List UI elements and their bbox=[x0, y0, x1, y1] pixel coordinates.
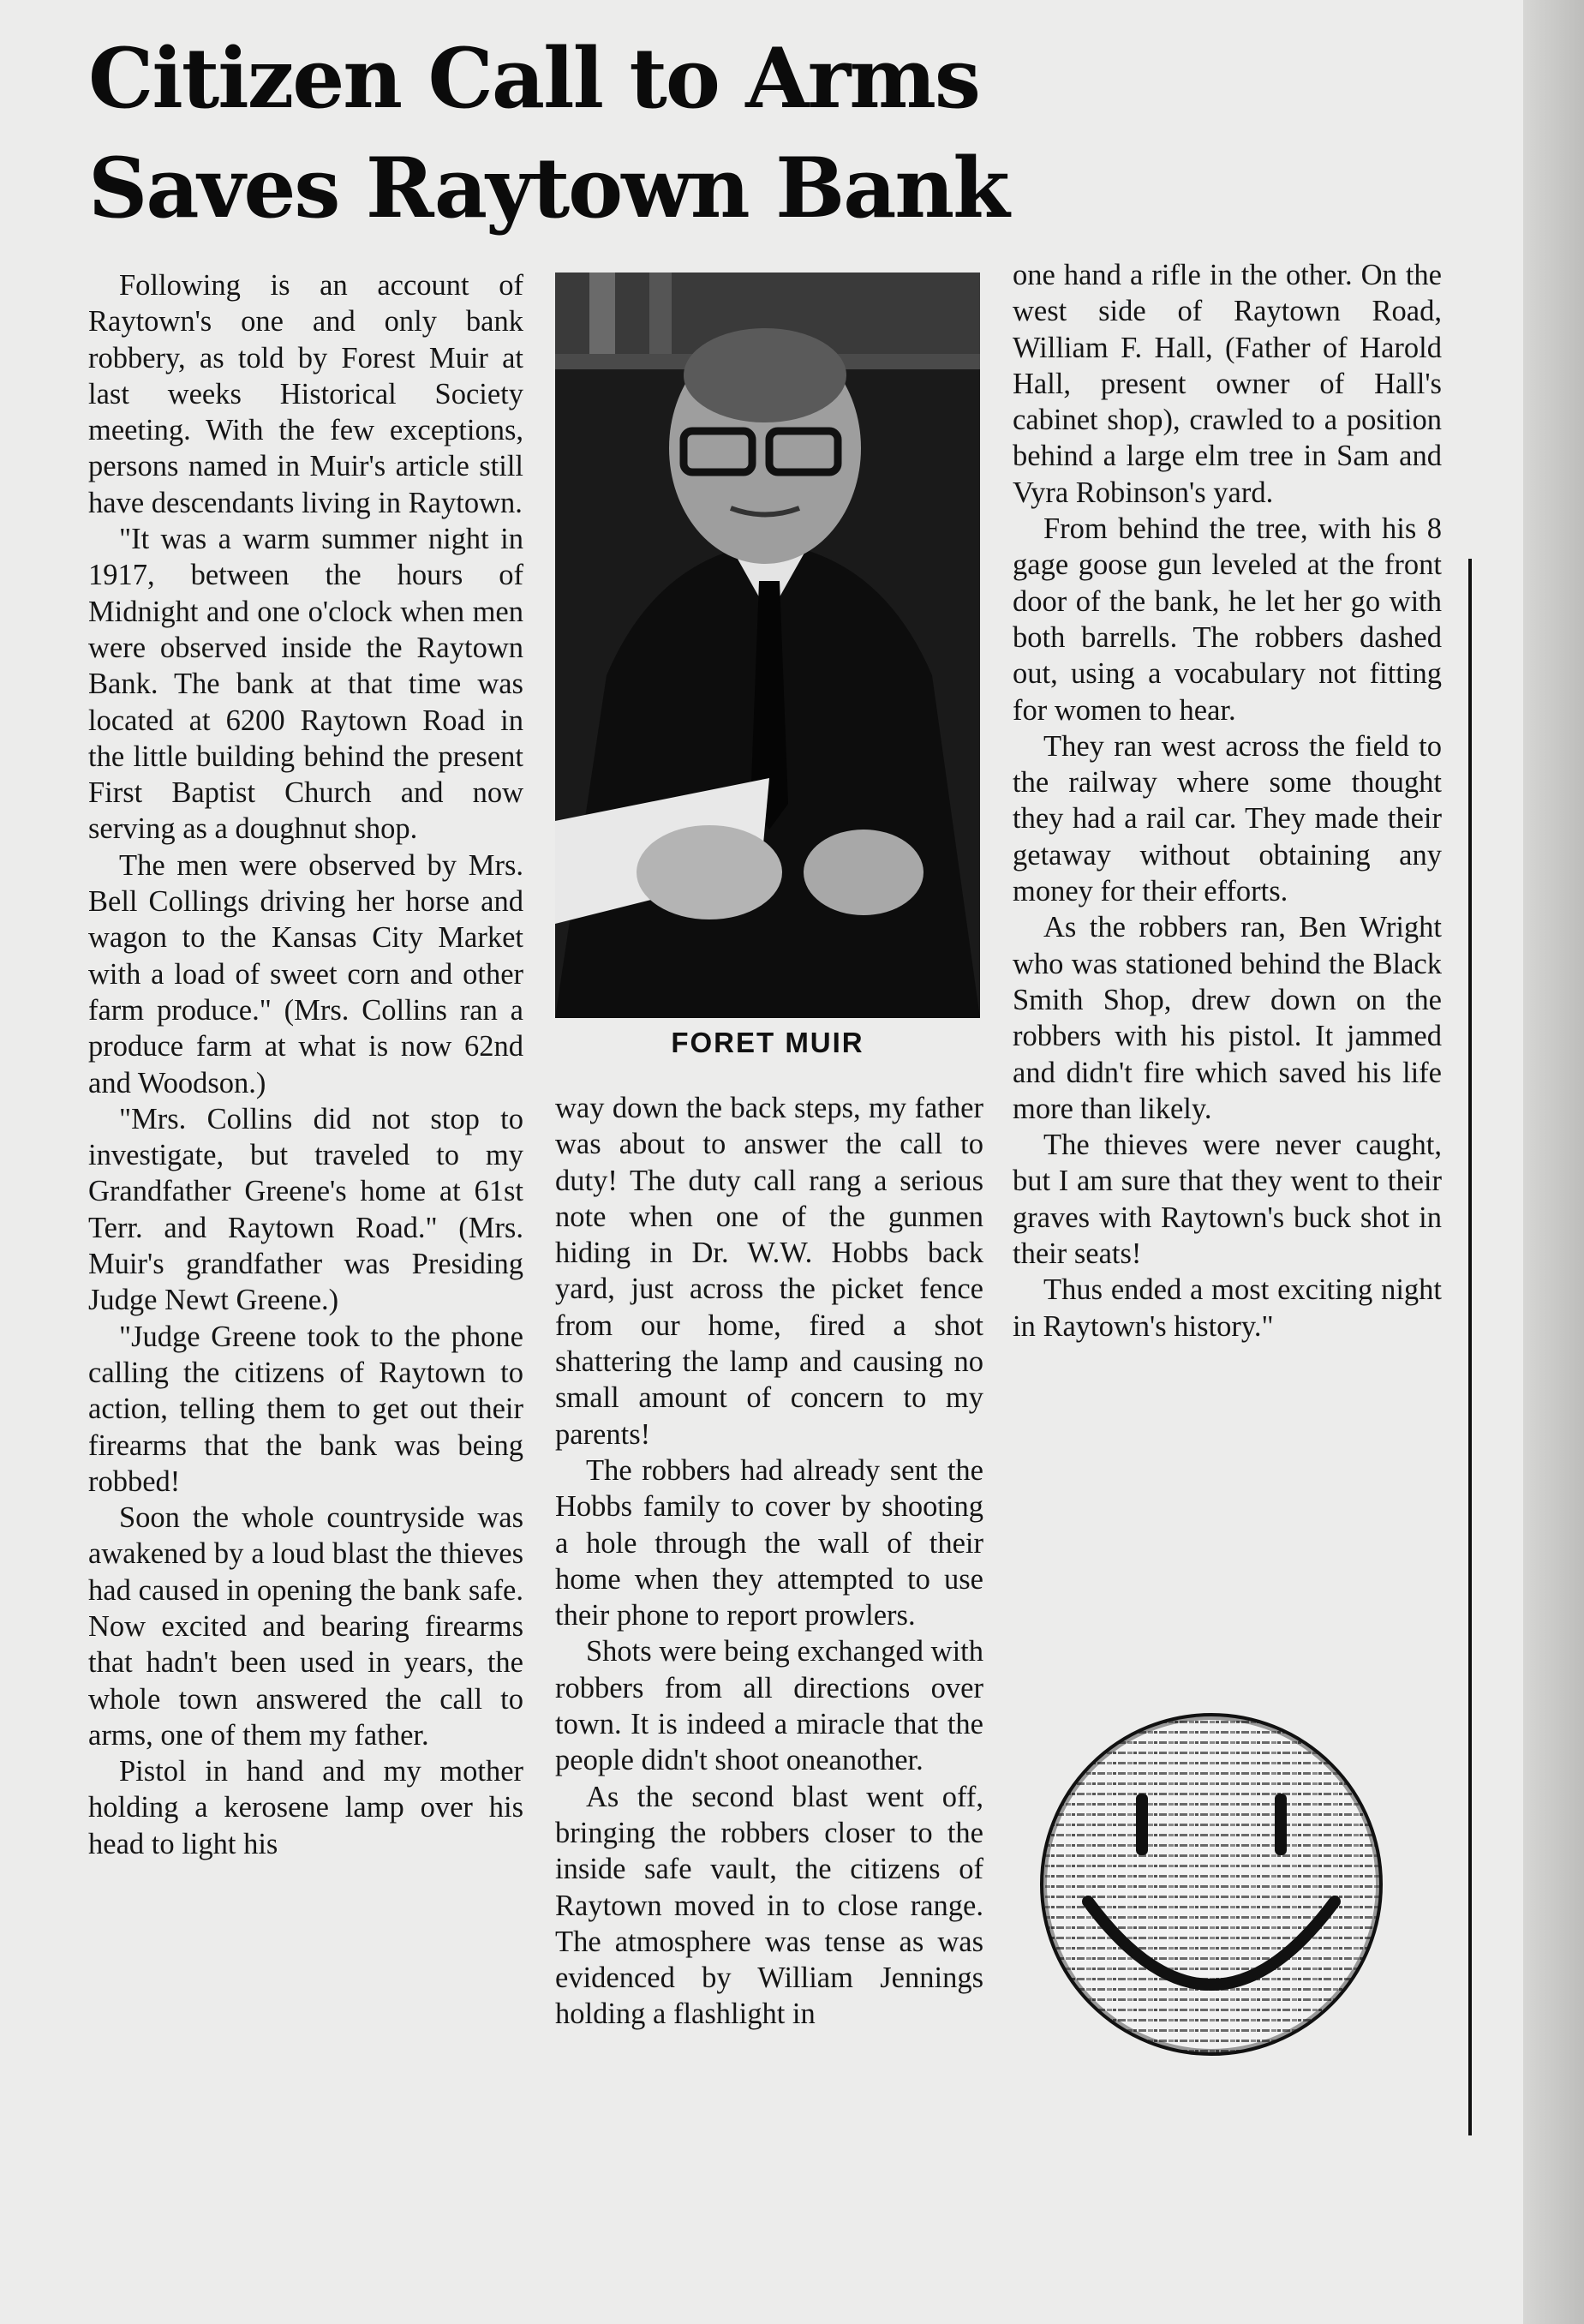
paragraph: The men were observed by Mrs. Bell Collings driving her horse and wagon to the Kansas City Market with a load of sweet corn and other farm produce." (Mrs. Collins ran a produce farm at what is now 62nd and Woodson.) bbox=[88, 848, 523, 1099]
paragraph: They ran west across the field to the railway where some thought they had a rail car. They made their getaway without obtaining any money for their efforts. bbox=[1013, 729, 1442, 908]
headline bbox=[88, 24, 1056, 243]
paragraph: From behind the tree, with his 8 gage goose gun leveled at the front door of the bank, he let her go with both barrells. The robbers dashed out, using a vocabulary not fitting for women to hear. bbox=[1013, 512, 1442, 727]
paragraph: As the second blast went off, bringing the robbers closer to the inside safe vault, the citizens of Raytown moved in to close range. The atmosphere was tense as was evidenced by William Jennings holding a flashlight in bbox=[555, 1780, 983, 2031]
paragraph: The thieves were never caught, but I am sure that they went to their graves with Raytown's buck shot in their seats! bbox=[1013, 1129, 1442, 1271]
paragraph: "Judge Greene took to the phone calling the citizens of Raytown to action, telling them to get out their firearms that the bank was being robbed! bbox=[88, 1320, 523, 1498]
column-rule bbox=[1468, 559, 1472, 2135]
page-edge bbox=[1523, 0, 1584, 2324]
paragraph: "It was a warm summer night in 1917, between the hours of Midnight and one o'clock when men were observed inside the Raytown Bank. The bank at that time was located at 6200 Raytown Road in the little building behind the present First Baptist Church and now serving as a doughnut shop. bbox=[88, 523, 523, 846]
article-column-3 bbox=[1013, 257, 1442, 1345]
smiley-face-icon bbox=[1035, 1708, 1388, 2061]
article-column-1 bbox=[88, 267, 523, 1862]
headline-line-1: Citizen Call to Arms bbox=[88, 30, 979, 127]
photo-caption: FORET MUIR bbox=[671, 1027, 864, 1058]
paragraph: As the robbers ran, Ben Wright who was stationed behind the Black Smith Shop, drew down on the robbers with his pistol. It jammed and didn't fire which saved his life more than likely. bbox=[1013, 911, 1442, 1125]
paragraph: Shots were being exchanged with robbers from all directions over town. It is indeed a miracle that the people didn't shoot oneanother. bbox=[555, 1635, 983, 1777]
paragraph: way down the back steps, my father was about to answer the call to duty! The duty call rang a serious note when one of the gunmen hiding in Dr. W.W. Hobbs back yard, just across the picket fence from our home, fired a shot shattering the lamp and causing no small amount of concern to my parents! bbox=[555, 1092, 983, 1451]
portrait-photo bbox=[555, 273, 980, 1018]
headline-line-2: Saves Raytown Bank bbox=[88, 140, 1008, 237]
paragraph: one hand a rifle in the other. On the west side of Raytown Road, William F. Hall, (Father of Harold Hall, present owner of Hall's cabinet shop), crawled to a position behind a large elm tree in Sam and Vyra Robinson's yard. bbox=[1013, 259, 1442, 509]
paragraph: The robbers had already sent the Hobbs family to cover by shooting a hole through the wall of their home when they attempted to use their phone to report prowlers. bbox=[555, 1453, 983, 1632]
paragraph: Thus ended a most exciting night in Raytown's history." bbox=[1013, 1273, 1442, 1343]
paragraph: "Mrs. Collins did not stop to investigate, but traveled to my Grandfather Greene's home at 61st Terr. and Raytown Road." (Mrs. Muir's grandfather was Presiding Judge Newt Greene.) bbox=[88, 1102, 523, 1317]
paragraph: Pistol in hand and my mother holding a kerosene lamp over his head to light his bbox=[88, 1755, 523, 1860]
paragraph: Following is an account of Raytown's one and only bank robbery, as told by Forest Muir at last weeks Historical Society meeting. With the few exceptions, persons named in Muir's article still have descendants living in Raytown. bbox=[88, 269, 523, 519]
article-column-2 bbox=[555, 1090, 983, 2033]
paragraph: Soon the whole countryside was awakened by a loud blast the thieves had caused in opening the bank safe. Now excited and bearing firearms that hadn't been used in years, the whole town answered the call to arms, one of them my father. bbox=[88, 1501, 523, 1752]
